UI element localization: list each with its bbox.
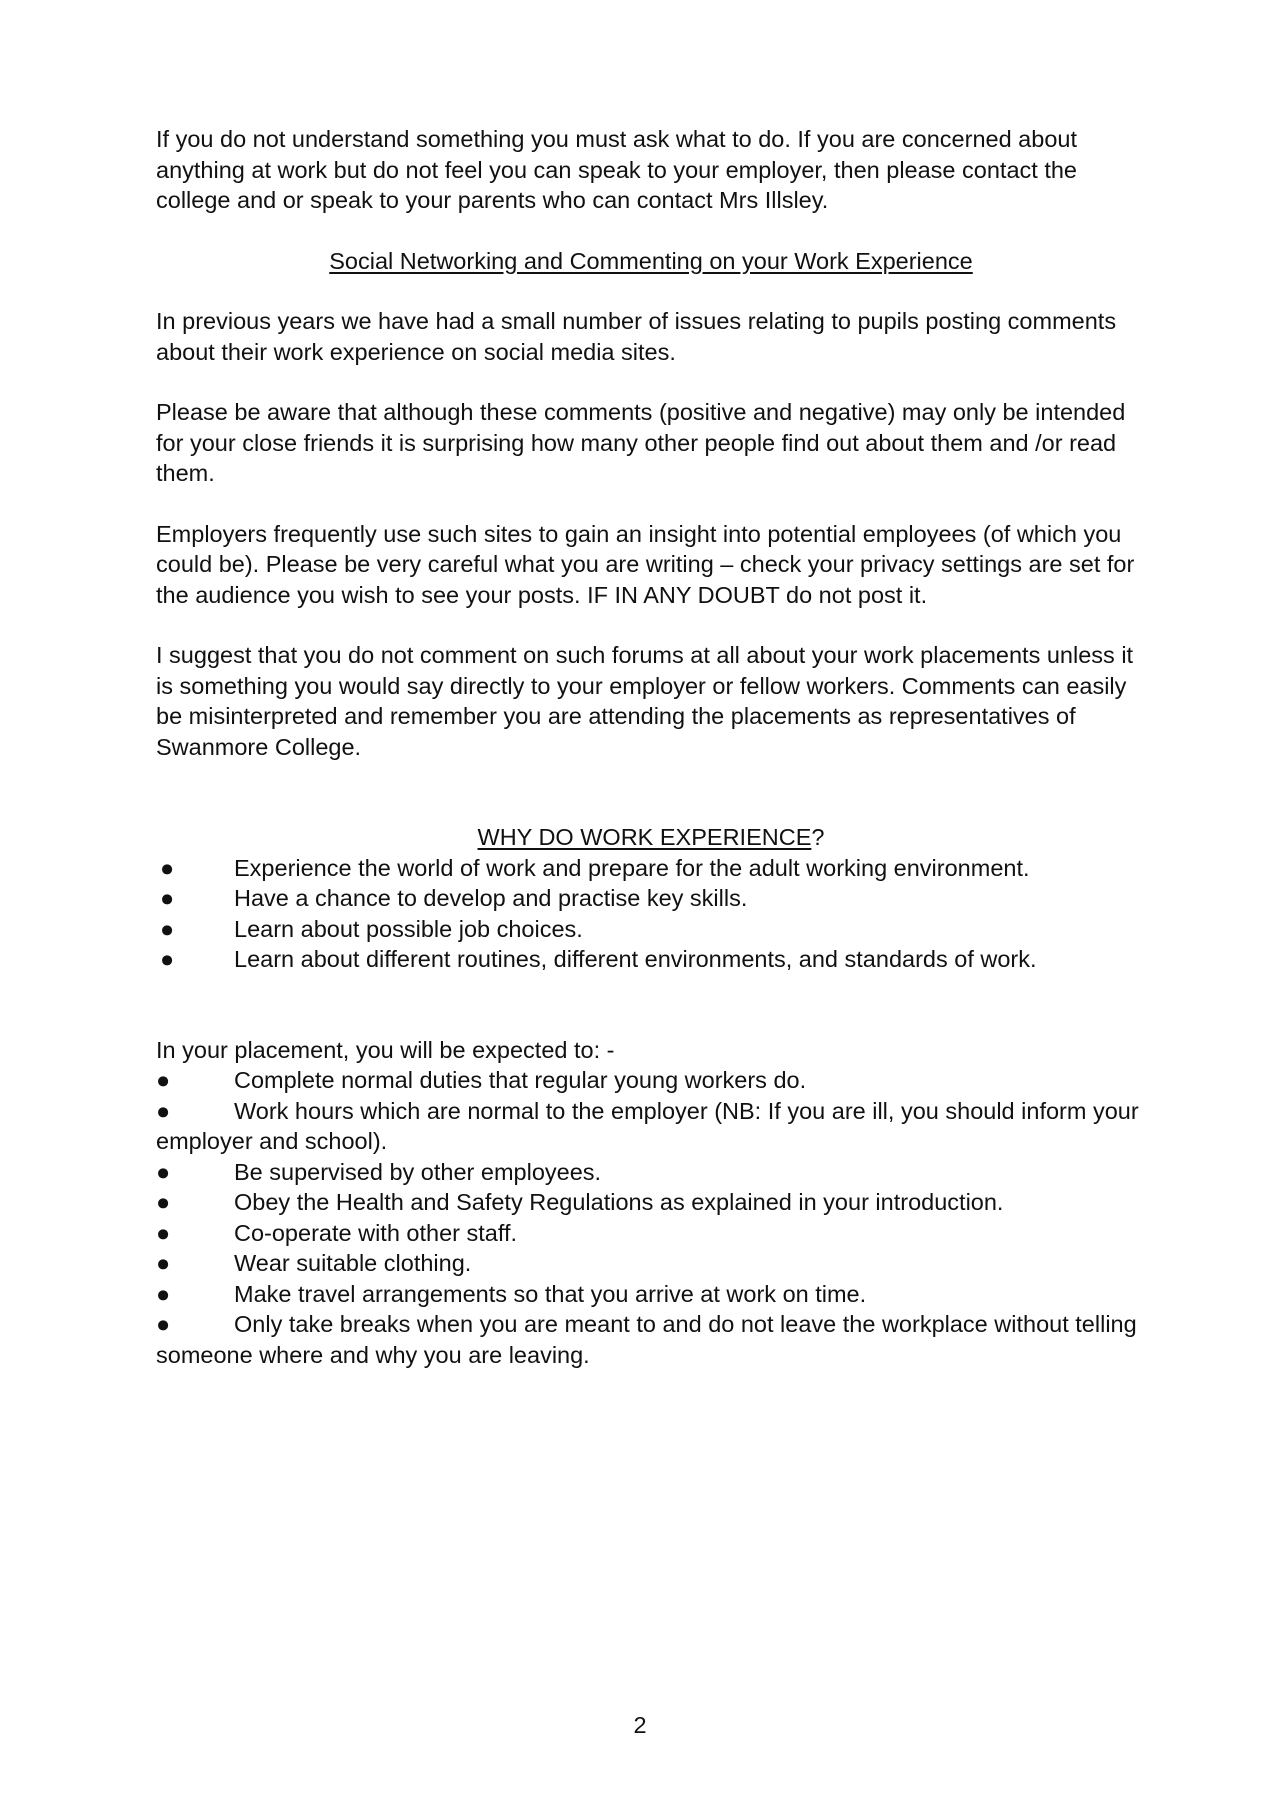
bullet-icon: ● bbox=[160, 854, 175, 881]
list-item bbox=[156, 1309, 1146, 1370]
list-item bbox=[156, 1218, 1146, 1249]
page-number: 2 bbox=[633, 1712, 647, 1738]
bullet-icon: ● bbox=[156, 1067, 171, 1093]
list-item bbox=[156, 1279, 1146, 1310]
social-paragraph-3: Employers frequently use such sites to gain an insight into potential employees (of which you could be). Please be very careful what you are writing – check your privacy settings are set for the audience you wish to see your posts. IF IN ANY DOUBT do not post it. bbox=[156, 520, 1135, 608]
bullet-icon: ● bbox=[156, 1250, 171, 1276]
bullet-icon: ● bbox=[156, 1280, 171, 1307]
list-item-text: Only take breaks when you are meant to and do not leave the workplace without telling someone where and why you are leaving. bbox=[156, 1311, 1137, 1368]
list-item bbox=[156, 1157, 1146, 1188]
why-heading-text: WHY DO WORK EXPERIENCE bbox=[477, 824, 812, 850]
list-item-text: Work hours which are normal to the employer (NB: If you are ill, you should inform your employer and school). bbox=[156, 1097, 1139, 1154]
why-list bbox=[156, 853, 1146, 975]
social-networking-heading: Social Networking and Commenting on your Work Experience bbox=[329, 247, 973, 274]
list-item bbox=[156, 853, 1146, 884]
list-item-text: Wear suitable clothing. bbox=[234, 1250, 472, 1276]
social-paragraph-2: Please be aware that although these comments (positive and negative) may only be intended for your close friends it is surprising how many other people find out about them and /or read them. bbox=[156, 399, 1126, 486]
bullet-icon: ● bbox=[156, 1158, 171, 1185]
social-paragraph-4: I suggest that you do not comment on such forums at all about your work placements unless it is something you would say directly to your employer or fellow workers. Comments can easily be misinterpreted and remember you are attending the placements as representatives of Swanmore College. bbox=[156, 642, 1134, 760]
bullet-icon: ● bbox=[160, 885, 175, 911]
list-item bbox=[156, 944, 1146, 975]
bullet-icon: ● bbox=[160, 915, 175, 942]
intro-paragraph: If you do not understand something you must ask what to do. If you are concerned about anything at work but do not feel you can speak to your employer, then please contact the college and or speak to your parents who can contact Mrs Illsley. bbox=[156, 126, 1077, 213]
why-work-experience-heading bbox=[156, 822, 1146, 853]
list-item-text: Be supervised by other employees. bbox=[234, 1158, 602, 1185]
list-item bbox=[156, 914, 1146, 945]
list-item-text: Learn about possible job choices. bbox=[234, 915, 583, 942]
bullet-icon: ● bbox=[156, 1189, 171, 1215]
bullet-icon: ● bbox=[156, 1097, 171, 1124]
list-item-text: Obey the Health and Safety Regulations as explained in your introduction. bbox=[234, 1189, 1004, 1215]
bullet-icon: ● bbox=[160, 946, 175, 972]
list-item-text: Complete normal duties that regular young workers do. bbox=[234, 1067, 807, 1093]
bullet-icon: ● bbox=[156, 1311, 171, 1337]
document-page bbox=[156, 124, 1146, 1370]
list-item-text: Co-operate with other staff. bbox=[234, 1219, 518, 1246]
list-item bbox=[156, 1187, 1146, 1218]
list-item-text: Experience the world of work and prepare for the adult working environment. bbox=[234, 854, 1030, 881]
list-item bbox=[156, 1248, 1146, 1279]
list-item bbox=[156, 1065, 1146, 1096]
bullet-icon: ● bbox=[156, 1219, 171, 1246]
list-item-text: Make travel arrangements so that you arrive at work on time. bbox=[234, 1280, 867, 1307]
list-item-text: Have a chance to develop and practise key skills. bbox=[234, 885, 748, 911]
placement-list bbox=[156, 1065, 1146, 1370]
social-paragraph-1: In previous years we have had a small number of issues relating to pupils posting comments about their work experience on social media sites. bbox=[156, 308, 1117, 365]
placement-intro: In your placement, you will be expected to: - bbox=[156, 1036, 615, 1063]
list-item bbox=[156, 1096, 1146, 1157]
why-heading-suffix: ? bbox=[811, 824, 825, 850]
list-item bbox=[156, 883, 1146, 914]
list-item-text: Learn about different routines, different environments, and standards of work. bbox=[234, 946, 1037, 972]
